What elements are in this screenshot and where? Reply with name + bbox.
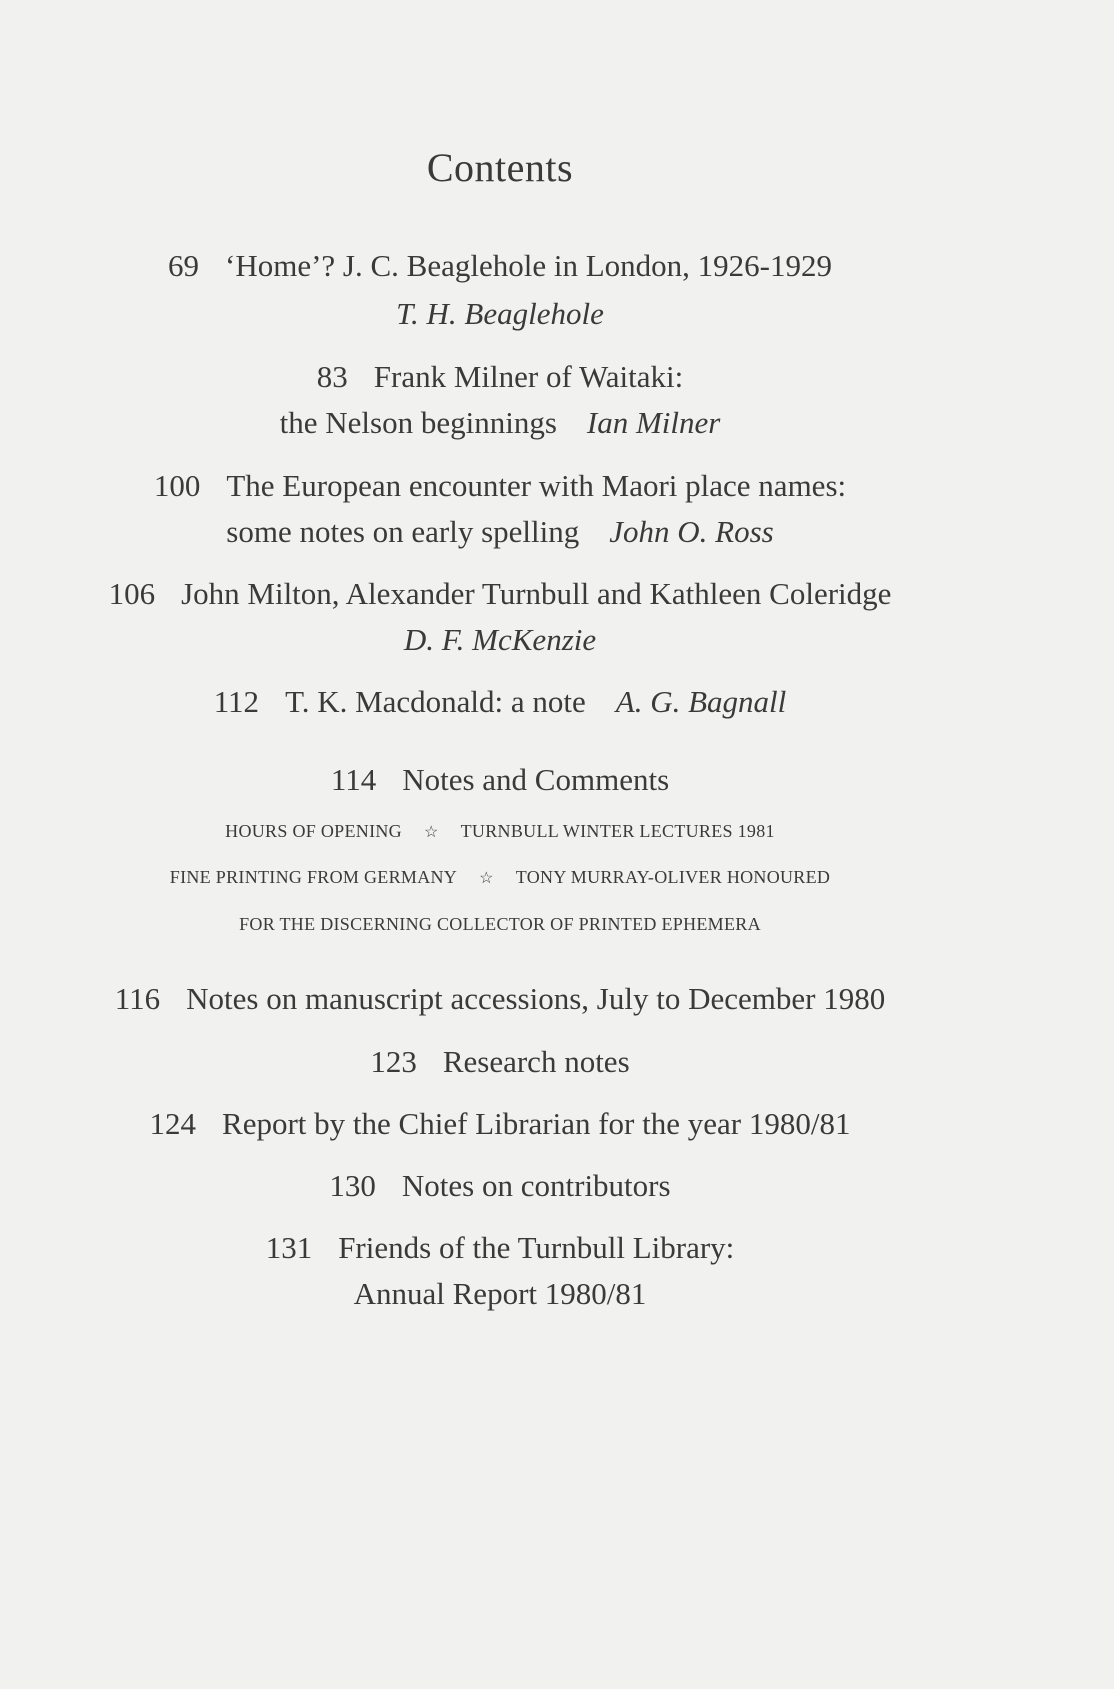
entry-title: Frank Milner of Waitaki: [373,359,684,394]
page-number: 130 [329,1168,376,1203]
toc-entry-131-cont [0,1274,1000,1314]
notes-items-row-2 [0,865,1000,891]
toc-entry-100 [0,466,1000,506]
toc-entry-116 [0,979,1000,1019]
notes-item: TONY MURRAY-OLIVER HONOURED [515,867,831,887]
entry-title: ‘Home’? J. C. Beaglehole in London, 1926-1929 [225,248,832,283]
page-number: 106 [108,576,156,611]
entry-title: Notes on contributors [401,1168,671,1203]
toc-entry-123 [0,1042,1000,1082]
page-number: 131 [265,1230,313,1265]
notes-item: HOURS OF OPENING [225,821,402,841]
entry-title: T. K. Macdonald: a note [285,684,586,719]
page-number: 69 [168,248,200,283]
toc-entry-131 [0,1228,1000,1268]
entry-title: Notes on manuscript accessions, July to December 1980 [186,981,886,1016]
entry-author: Ian Milner [586,405,721,440]
toc-entry-130 [0,1166,1000,1206]
notes-items-row-1 [0,819,1000,845]
notes-item: FINE PRINTING FROM GERMANY [169,867,458,887]
page-number: 116 [114,981,161,1016]
entry-title: Friends of the Turnbull Library: [338,1230,735,1265]
toc-entry-114 [0,760,1000,800]
toc-entry-100-cont [0,512,1000,552]
page-number: 83 [316,359,348,394]
page-number: 114 [330,762,377,797]
toc-entry-83-cont [0,403,1000,443]
toc-entry-83 [0,357,1000,397]
entry-title: John Milton, Alexander Turnbull and Kathleen Coleridge [181,576,892,611]
page-number: 100 [153,468,201,503]
toc-entry-106 [0,574,1000,614]
entry-author: D. F. McKenzie [403,622,597,657]
entry-title: Notes and Comments [402,762,670,797]
page-number: 123 [370,1044,417,1079]
notes-items-row-3 [0,912,1000,936]
page-title: Contents [426,145,574,190]
notes-item: TURNBULL WINTER LECTURES 1981 [460,821,775,841]
page-number: 112 [213,684,260,719]
star-icon: ☆ [423,824,439,841]
page-number: 124 [149,1106,197,1141]
toc-entry-112 [0,682,1000,722]
entry-title: The European encounter with Maori place names: [226,468,847,503]
entry-title-cont: the Nelson beginnings [279,405,557,440]
entry-title-cont: some notes on early spelling [226,514,580,549]
entry-author: John O. Ross [609,514,774,549]
entry-author: A. G. Bagnall [615,684,787,719]
entry-title: Report by the Chief Librarian for the year 1980/81 [222,1106,851,1141]
entry-title-cont: Annual Report 1980/81 [353,1276,647,1311]
toc-entry-124 [0,1104,1000,1144]
entry-author: T. H. Beaglehole [396,296,604,331]
entry-title: Research notes [442,1044,630,1079]
toc-entry-69 [0,246,1000,286]
notes-item: FOR THE DISCERNING COLLECTOR OF PRINTED EPHEMERA [239,914,761,934]
star-icon: ☆ [479,870,494,887]
